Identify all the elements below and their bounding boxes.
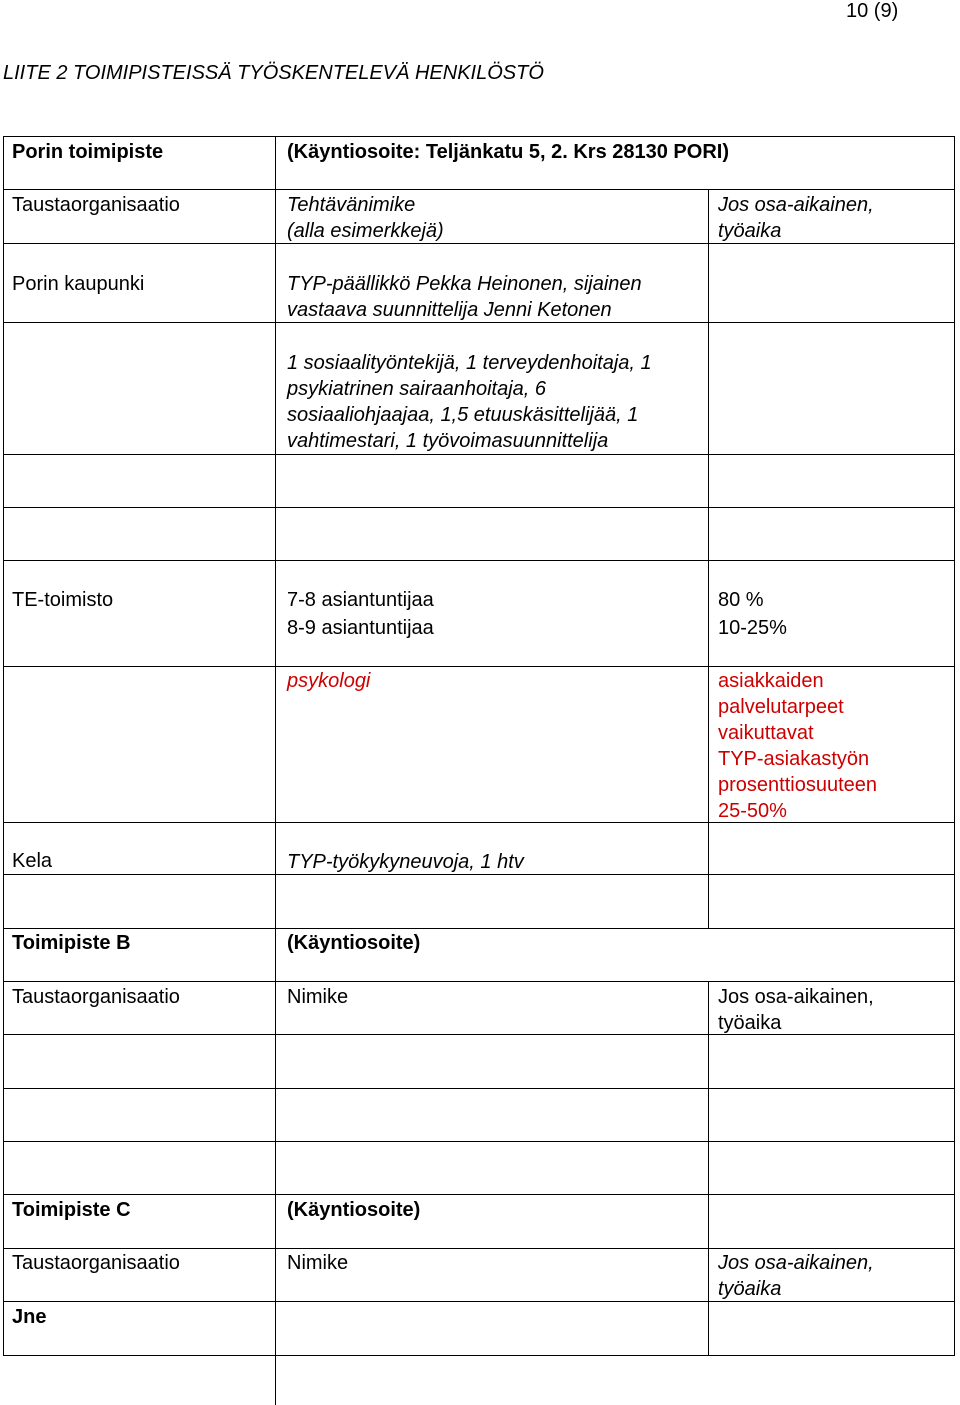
- row-border: [3, 189, 955, 190]
- row-border: [3, 454, 955, 455]
- column-border: [708, 981, 709, 1356]
- office-name-b: Toimipiste B: [12, 932, 131, 954]
- column-border: [708, 560, 709, 929]
- te-psychologist-time: asiakkaiden palvelutarpeet vaikuttavat TYP-asiakastyön prosenttiosuuteen 25-50%: [718, 670, 878, 822]
- etc-label: Jne: [12, 1306, 47, 1328]
- column-border: [275, 1301, 276, 1355]
- header-time-c: Jos osa-aikainen, työaika: [718, 1252, 874, 1300]
- row-border: [3, 666, 955, 667]
- row-border: [3, 560, 955, 561]
- te-staff-2: 8-9 asiantuntijaa: [287, 617, 434, 639]
- column-border: [3, 136, 4, 1356]
- column-border: [708, 189, 709, 561]
- te-staff-1: 7-8 asiantuntijaa: [287, 589, 434, 611]
- staff-table: [3, 136, 955, 1356]
- row-border: [3, 136, 955, 137]
- column-border: [275, 136, 276, 189]
- org-kela: Kela: [12, 850, 53, 872]
- kela-staff: TYP-työkykyneuvoja, 1 htv: [287, 851, 524, 873]
- office-name-pori: Porin toimipiste: [12, 141, 164, 163]
- row-border: [3, 1088, 955, 1089]
- header-org-b: Taustaorganisaatio: [12, 986, 180, 1008]
- te-time-1: 80 %: [718, 589, 764, 611]
- header-time-b: Jos osa-aikainen, työaika: [718, 986, 874, 1034]
- row-border: [3, 1248, 955, 1249]
- te-time-2: 10-25%: [718, 617, 787, 639]
- row-border: [3, 928, 955, 929]
- header-time: Jos osa-aikainen, työaika: [718, 194, 874, 242]
- city-staff: 1 sosiaalityöntekijä, 1 terveydenhoitaja, 1 psykiatrinen sairaanhoitaja, 6 sosiaaliohjaajaa, 1,5 etuuskäsittelijää, 1 vahtimestari, 1 työvoimasuunnittelija: [287, 352, 652, 452]
- row-border: [3, 1141, 955, 1142]
- office-address-c: (Käyntiosoite): [287, 1199, 421, 1221]
- header-title-c: Nimike: [287, 1252, 349, 1274]
- office-name-c: Toimipiste C: [12, 1199, 131, 1221]
- office-address-b: (Käyntiosoite): [287, 932, 421, 954]
- row-border: [3, 1194, 955, 1195]
- org-te-toimisto: TE-toimisto: [12, 589, 114, 611]
- row-border: [3, 981, 955, 982]
- column-border: [275, 560, 276, 1405]
- header-org: Taustaorganisaatio: [12, 194, 180, 216]
- page-number: 10 (9): [846, 0, 899, 22]
- office-address-pori: (Käyntiosoite: Teljänkatu 5, 2. Krs 28130 PORI): [287, 141, 729, 163]
- header-org-c: Taustaorganisaatio: [12, 1252, 180, 1274]
- header-title-b: Nimike: [287, 986, 349, 1008]
- column-border: [275, 189, 276, 561]
- row-border: [3, 507, 955, 508]
- te-psychologist: psykologi: [287, 670, 371, 692]
- header-title: Tehtävänimike (alla esimerkkejä): [287, 194, 444, 242]
- row-border: [3, 1355, 955, 1356]
- column-border: [954, 136, 955, 1356]
- city-leaders: TYP-päällikkö Pekka Heinonen, sijainen vastaava suunnittelija Jenni Ketonen: [287, 273, 642, 321]
- appendix-title: LIITE 2 TOIMIPISTEISSÄ TYÖSKENTELEVÄ HENKILÖSTÖ: [3, 62, 544, 84]
- org-porin-kaupunki: Porin kaupunki: [12, 273, 145, 295]
